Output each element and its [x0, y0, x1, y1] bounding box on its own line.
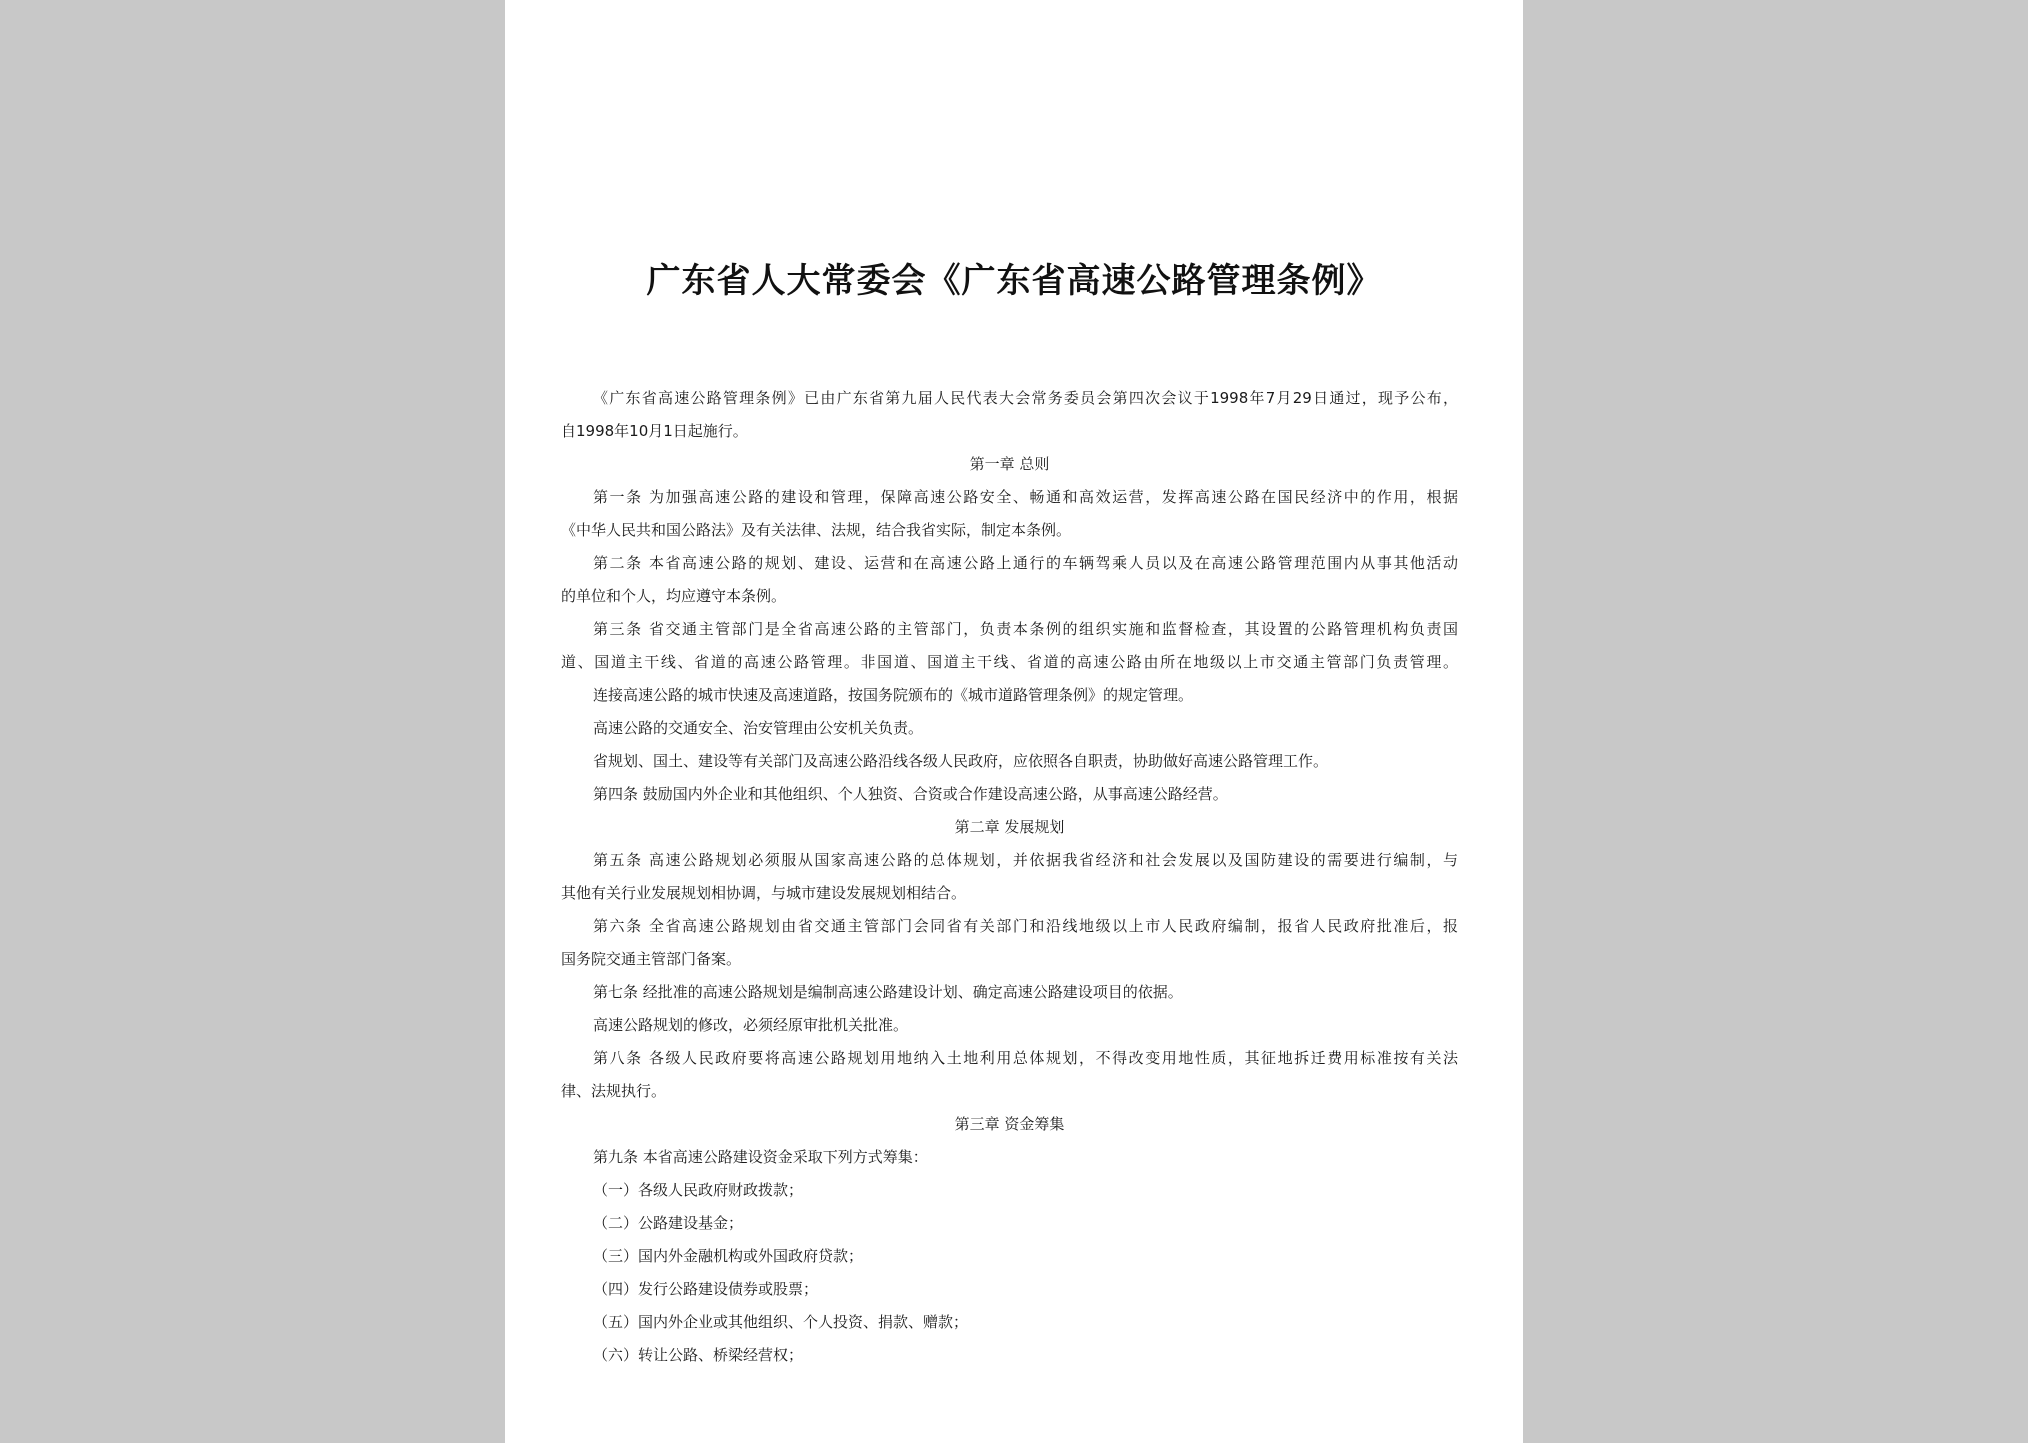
chapter-heading: 第三章 资金筹集: [954, 1115, 1065, 1133]
chapter-heading: 第二章 发展规划: [954, 818, 1065, 836]
document-body: [561, 382, 1458, 1372]
paragraph-line: 国务院交通主管部门备案。: [561, 950, 742, 968]
paragraph-line: 高速公路的交通安全、治安管理由公安机关负责。: [593, 719, 924, 737]
list-item: （二）公路建设基金；: [593, 1214, 744, 1232]
chapter-heading: 第一章 总则: [969, 455, 1050, 473]
paragraph-line: 连接高速公路的城市快速及高速道路，按国务院颁布的《城市道路管理条例》的规定管理。: [593, 686, 1194, 704]
paragraph-line: 自1998年10月1日起施行。: [561, 422, 748, 440]
list-item: （五）国内外企业或其他组织、个人投资、捐款、赠款；: [593, 1313, 969, 1331]
paragraph-line: 第六条 全省高速公路规划由省交通主管部门会同省有关部门和沿线地级以上市人民政府编制，报省人民政府批准后，报: [593, 917, 1458, 935]
paragraph-line: 《广东省高速公路管理条例》已由广东省第九届人民代表大会常务委员会第四次会议于1998年7月29日通过，现予公布，: [593, 389, 1458, 407]
list-item: （四）发行公路建设债券或股票；: [593, 1280, 819, 1298]
paragraph-line: 其他有关行业发展规划相协调，与城市建设发展规划相结合。: [561, 884, 967, 902]
paragraph-line: 第三条 省交通主管部门是全省高速公路的主管部门，负责本条例的组织实施和监督检查，其设置的公路管理机构负责国: [593, 620, 1458, 638]
document-title: 广东省人大常委会《广东省高速公路管理条例》: [646, 261, 1382, 301]
paragraph-line: 的单位和个人，均应遵守本条例。: [561, 587, 787, 605]
list-item: （六）转让公路、桥梁经营权；: [593, 1346, 804, 1364]
paragraph-line: 高速公路规划的修改，必须经原审批机关批准。: [593, 1016, 909, 1034]
paragraph-line: 第四条 鼓励国内外企业和其他组织、个人独资、合资或合作建设高速公路，从事高速公路经营。: [593, 785, 1228, 803]
list-item: （三）国内外金融机构或外国政府贷款；: [593, 1247, 864, 1265]
paragraph-line: 第九条 本省高速公路建设资金采取下列方式筹集：: [593, 1148, 928, 1166]
paragraph-line: 第五条 高速公路规划必须服从国家高速公路的总体规划，并依据我省经济和社会发展以及国防建设的需要进行编制，与: [593, 851, 1458, 869]
paragraph-line: 第二条 本省高速公路的规划、建设、运营和在高速公路上通行的车辆驾乘人员以及在高速公路管理范围内从事其他活动: [593, 554, 1458, 572]
document-page: [505, 0, 1523, 1443]
paragraph-line: 道、国道主干线、省道的高速公路管理。非国道、国道主干线、省道的高速公路由所在地级以上市交通主管部门负责管理。: [561, 653, 1458, 671]
paragraph-line: 省规划、国土、建设等有关部门及高速公路沿线各级人民政府，应依照各自职责，协助做好高速公路管理工作。: [593, 752, 1329, 770]
paragraph-line: 第一条 为加强高速公路的建设和管理，保障高速公路安全、畅通和高效运营，发挥高速公路在国民经济中的作用，根据: [593, 488, 1458, 506]
paragraph-line: 律、法规执行。: [561, 1082, 667, 1100]
paragraph-line: 第七条 经批准的高速公路规划是编制高速公路建设计划、确定高速公路建设项目的依据。: [593, 983, 1183, 1001]
paragraph-line: 《中华人民共和国公路法》及有关法律、法规，结合我省实际，制定本条例。: [561, 521, 1072, 539]
paragraph-line: 第八条 各级人民政府要将高速公路规划用地纳入土地利用总体规划，不得改变用地性质，其征地拆迁费用标准按有关法: [593, 1049, 1458, 1067]
list-item: （一）各级人民政府财政拨款；: [593, 1181, 804, 1199]
